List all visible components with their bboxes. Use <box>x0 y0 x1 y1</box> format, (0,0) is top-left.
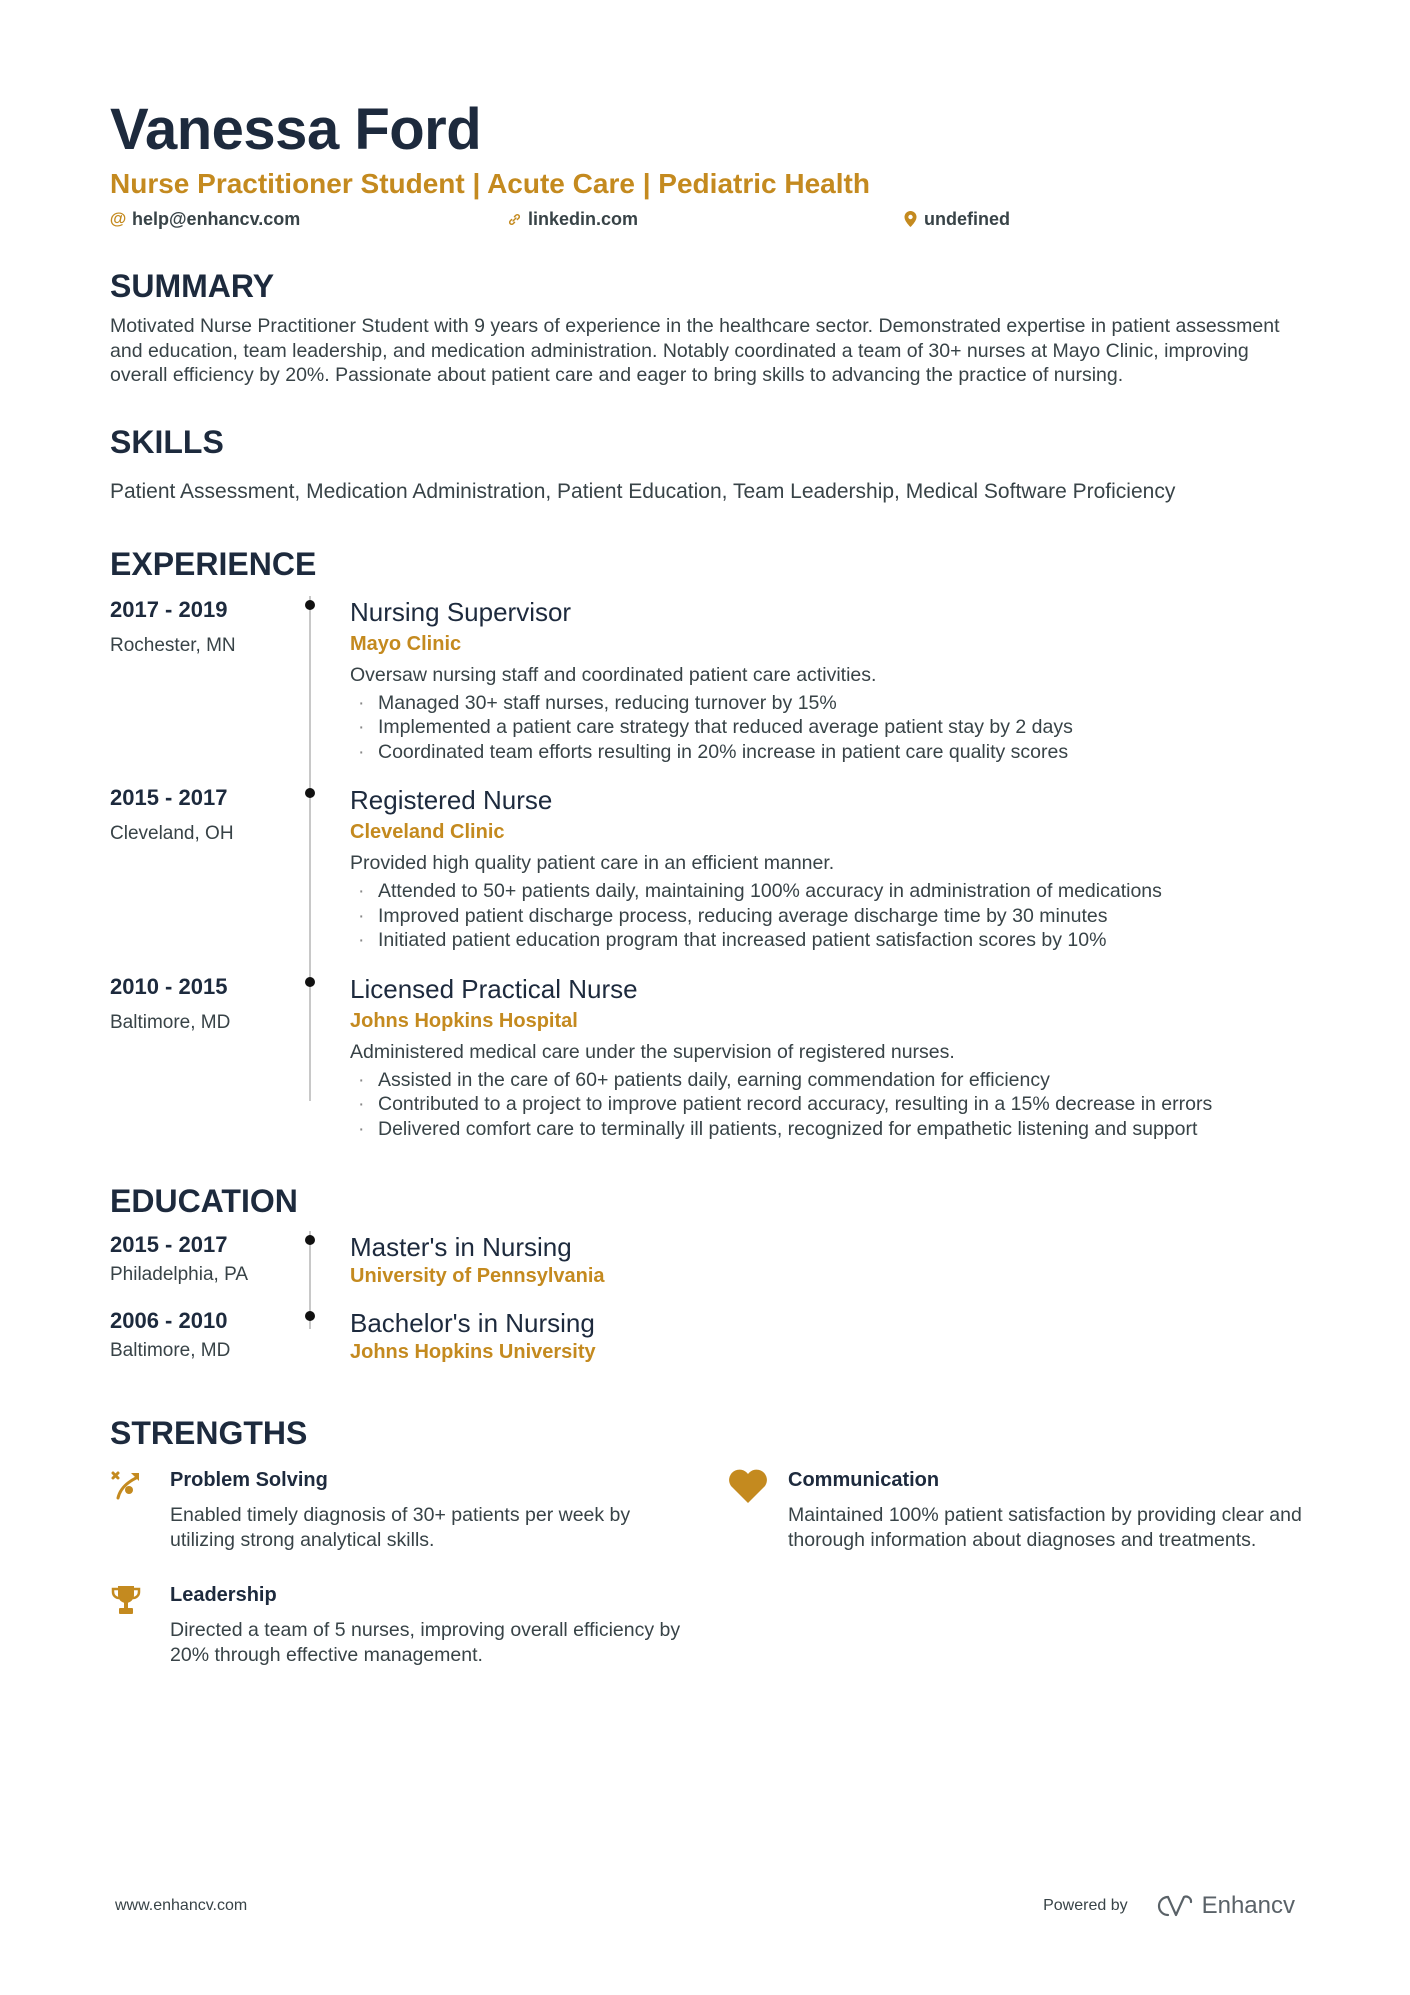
entry-date: 2017 - 2019 <box>110 596 228 622</box>
brand-name: Enhancv <box>1201 1892 1295 1919</box>
strength-item <box>110 1582 728 1667</box>
enhancv-logo[interactable] <box>1150 1892 1295 1920</box>
section-title: STRENGTHS <box>110 1415 308 1451</box>
experience-entry <box>110 784 1310 973</box>
strength-desc: Directed a team of 5 nurses, improving overall efficiency by 20% through effective management. <box>170 1619 681 1666</box>
contact-row <box>110 206 1310 232</box>
strength-desc: Maintained 100% patient satisfaction by providing clear and thorough information about diagnoses and treatments. <box>788 1504 1302 1551</box>
enhancv-logo-icon <box>1150 1893 1194 1919</box>
entry-date: 2015 - 2017 <box>110 1232 228 1257</box>
timeline-dot <box>305 1311 315 1321</box>
strength-title: Problem Solving <box>170 1469 328 1491</box>
school: University of Pennsylvania <box>350 1265 605 1287</box>
skills-section <box>110 422 1310 506</box>
powered-by-label: Powered by <box>1043 1897 1128 1914</box>
entry-org: Mayo Clinic <box>350 632 462 655</box>
education-entry <box>110 1307 1310 1365</box>
entry-role: Registered Nurse <box>350 785 553 815</box>
contact-location <box>902 209 1010 230</box>
bullet: · Initiated patient education program that increased patient satisfaction scores by 10% <box>350 928 1310 953</box>
entry-org: Johns Hopkins Hospital <box>350 1009 578 1032</box>
timeline-line <box>309 973 311 1102</box>
candidate-name: Vanessa Ford <box>110 97 482 162</box>
entry-desc: Administered medical care under the supervision of registered nurses. <box>350 1040 955 1063</box>
timeline-line <box>309 596 311 785</box>
bullet: · Assisted in the care of 60+ patients daily, earning commendation for efficiency <box>350 1068 1310 1093</box>
resume-page <box>110 96 1310 1667</box>
bullet: · Improved patient discharge process, reducing average discharge time by 30 minutes <box>350 904 1310 929</box>
entry-role: Nursing Supervisor <box>350 596 572 627</box>
location-text: undefined <box>924 208 1010 229</box>
footer <box>115 1892 1295 1920</box>
bullet: · Contributed to a project to improve patient record accuracy, resulting in a 15% decrease in errors <box>350 1092 1310 1117</box>
candidate-title: Nurse Practitioner Student | Acute Care | Pediatric Health <box>110 168 870 199</box>
timeline-dot <box>305 977 315 987</box>
timeline-dot <box>305 1235 315 1245</box>
section-title: SKILLS <box>110 423 224 460</box>
degree: Master's in Nursing <box>350 1232 572 1262</box>
strength-title: Leadership <box>170 1584 277 1606</box>
section-title: EDUCATION <box>110 1183 298 1219</box>
entry-desc: Provided high quality patient care in an efficient manner. <box>350 852 835 874</box>
at-icon: @ <box>109 209 127 228</box>
entry-location: Baltimore, MD <box>110 1011 231 1033</box>
strengths-section <box>110 1413 1310 1667</box>
entry-date: 2010 - 2015 <box>110 973 228 999</box>
section-title: EXPERIENCE <box>110 545 317 582</box>
strength-item <box>728 1467 1310 1552</box>
link-icon <box>506 212 522 227</box>
school: Johns Hopkins University <box>350 1341 596 1363</box>
experience-section <box>110 544 1310 1142</box>
summary-section <box>110 266 1310 388</box>
entry-role: Licensed Practical Nurse <box>350 973 638 1004</box>
experience-entry <box>110 596 1310 785</box>
entry-desc: Oversaw nursing staff and coordinated patient care activities. <box>350 663 877 686</box>
timeline-line <box>309 784 311 973</box>
section-title: SUMMARY <box>110 268 275 304</box>
contact-linkedin[interactable] <box>506 209 902 230</box>
timeline-dot <box>305 788 315 798</box>
bullet: · Attended to 50+ patients daily, maintaining 100% accuracy in administration of medications <box>350 879 1310 904</box>
experience-entry <box>110 973 1310 1142</box>
footer-website[interactable]: www.enhancv.com <box>115 1897 248 1914</box>
entry-location: Rochester, MN <box>110 634 236 656</box>
bullet: · Implemented a patient care strategy that reduced average patient stay by 2 days <box>350 715 1310 740</box>
strategy-icon <box>110 1467 170 1552</box>
entry-location: Cleveland, OH <box>110 823 234 844</box>
entry-location: Philadelphia, PA <box>110 1264 249 1285</box>
timeline-dot <box>305 600 315 610</box>
entry-location: Baltimore, MD <box>110 1340 231 1361</box>
strength-title: Communication <box>788 1469 940 1491</box>
location-pin-icon <box>902 211 918 227</box>
email-text: help@enhancv.com <box>132 208 301 229</box>
linkedin-text: linkedin.com <box>528 208 639 229</box>
skills-text: Patient Assessment, Medication Administration, Patient Education, Team Leadership, Medical Software Proficiency <box>110 479 1176 503</box>
bullet: · Managed 30+ staff nurses, reducing turnover by 15% <box>350 691 1310 716</box>
trophy-icon <box>110 1582 170 1667</box>
strength-desc: Enabled timely diagnosis of 30+ patients per week by utilizing strong analytical skills. <box>170 1504 631 1551</box>
heart-icon <box>728 1467 788 1552</box>
entry-date: 2006 - 2010 <box>110 1308 228 1333</box>
strength-item <box>110 1467 728 1552</box>
degree: Bachelor's in Nursing <box>350 1308 595 1338</box>
entry-date: 2015 - 2017 <box>110 785 228 810</box>
education-entry <box>110 1231 1310 1307</box>
summary-text: Motivated Nurse Practitioner Student with 9 years of experience in the healthcare sector. Demonstrated expertise in patient assessment and education, team leadership, and medication administration. Notably coordinated a team of 30+ nurses at Mayo Clinic, improving overall efficiency by 20%. Passionate about patient care and eager to bring skills to advancing the practice of nursing. <box>110 315 1280 386</box>
bullet: · Delivered comfort care to terminally ill patients, recognized for empathetic listening and support <box>350 1117 1310 1142</box>
education-section <box>110 1181 1310 1365</box>
contact-email[interactable] <box>110 209 506 230</box>
bullet: · Coordinated team efforts resulting in 20% increase in patient care quality scores <box>350 740 1310 765</box>
entry-org: Cleveland Clinic <box>350 821 505 843</box>
